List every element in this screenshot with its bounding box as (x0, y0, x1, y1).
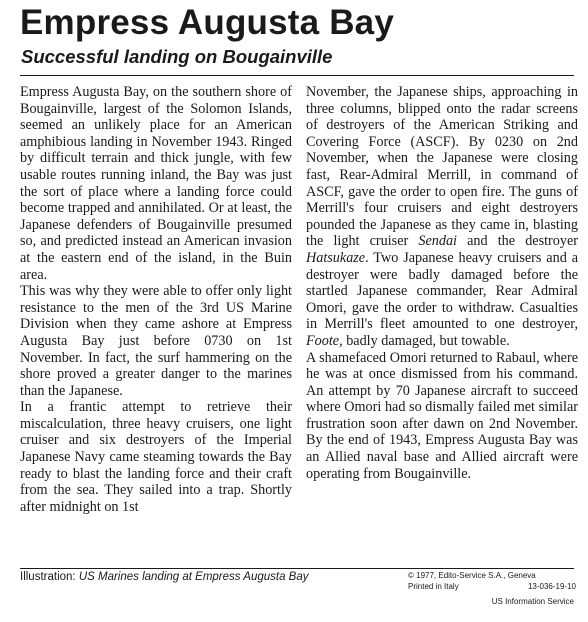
text-run: badly damaged, but towable. (342, 332, 510, 349)
paragraph: A shamefaced Omori returned to Rabaul, where he was at once dismissed from his command. An attempt by 70 Japanese aircraft to succeed where Omori had so dismally failed met similar frustration soon after dawn on 2nd November. By the end of 1943, Empress Augusta Bay was an Allied naval base and Allied aircraft were operating from Bougainville. (306, 349, 578, 482)
ship-name: Hatsukaze (306, 249, 366, 266)
card-title: Empress Augusta Bay (20, 3, 395, 42)
card-subtitle: Successful landing on Bougainville (21, 46, 333, 67)
paragraph: This was why they were able to offer only light resistance to the men of the 3rd US Marine Division when they came ashore at Empress Augusta Bay just before 0730 on 1st November. In fact, the surf hammering on the shore proved a greater danger to the marines than the Japanese. (20, 283, 292, 399)
text-run: . Two Japanese heavy cruisers and a destroyer were badly damaged before the startled Japanese commander, Rear Admiral Omori, gave the order to withdraw. Casualties in Merrill's fleet amounted to one destroyer, (306, 249, 578, 333)
publisher-credits (408, 571, 576, 592)
top-divider (20, 75, 574, 76)
text-run: and the destroyer (456, 233, 578, 250)
ship-name: Sendai (418, 233, 457, 250)
ship-name: Foote, (306, 332, 343, 349)
caption-label: Illustration: (20, 571, 79, 583)
text-run: November, the Japanese ships, approaching in three columns, blipped onto the radar screens of destroyers of the American Striking and Covering Force (ASCF). By 0230 on 2nd November, when the Japanese were closing fast, Rear-Admiral Merrill, in command of ASCF, gave the order to open fire. The guns of Merrill's four cruisers and eight destroyers pounded the Japanese as they came in, blasting the light cruiser (306, 84, 578, 250)
article-right-column (306, 84, 578, 482)
caption-text: US Marines landing at Empress Augusta Bay (78, 571, 309, 583)
printed-in: Printed in Italy (408, 581, 459, 591)
paragraph: Empress Augusta Bay, on the southern shore of Bougainville, largest of the Solomon Islands, seemed an unlikely place for an American amphibious landing in November 1943. Ringed by difficult terrain and thick jungle, with few usable routes running inland, the Bay was just the sort of place where a landing force could become trapped and annihilated. Or at least, the Japanese defenders of Bougainville presumed so, and predicted instead an American invasion at the eastern end of the island, in the Buin area. (20, 84, 292, 283)
illustration-caption (20, 571, 309, 583)
copyright: © 1977, Edito-Service S.A., Geneva (408, 571, 536, 580)
card-code: 13-036-19-10 (527, 581, 576, 591)
paragraph: In a frantic attempt to retrieve their miscalculation, three heavy cruisers, one light cruiser and six destroyers of the Imperial Japanese Navy came steaming towards the Bay ready to blast the landing force and their craft from the sea. They sailed into a trap. Shortly after midnight on 1st (20, 399, 292, 515)
paragraph (306, 84, 578, 350)
article-left-column (20, 84, 292, 515)
image-source: US Information Service (491, 597, 574, 606)
bottom-divider (20, 568, 574, 569)
